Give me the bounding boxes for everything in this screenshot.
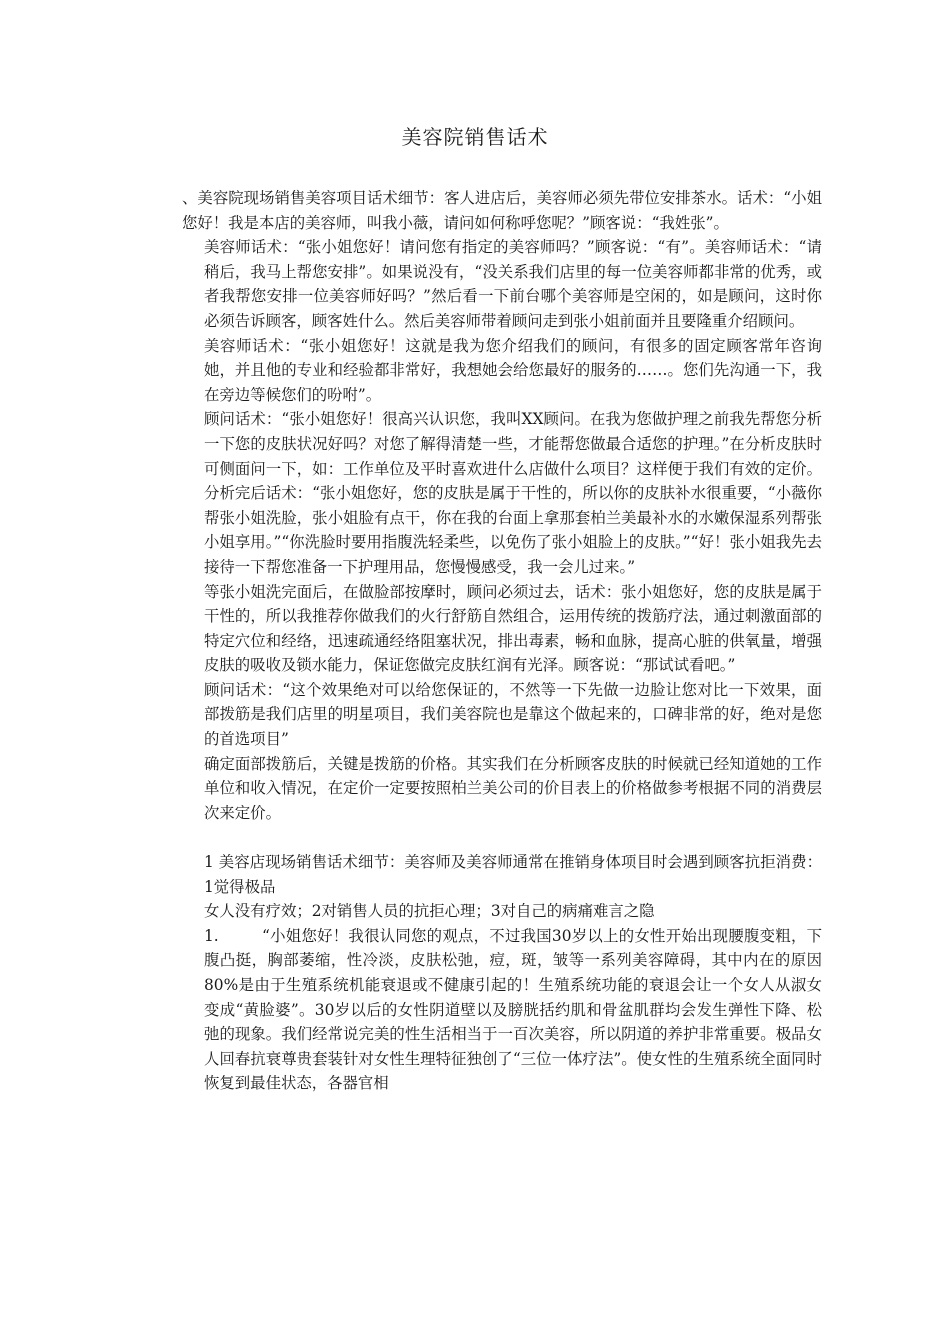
paragraph-section-two: 1 美容店现场销售话术细节：美容师及美容师通常在推销身体项目时会遇到顾客抗拒消费：1觉得极品 [204, 853, 822, 896]
paragraph: 等张小姐洗完面后，在做脸部按摩时，顾问必须过去，话术：张小姐您好，您的皮肤是属于干性的，所以我推荐你做我们的火行舒筋自然组合，运用传统的拨筋疗法，通过刺激面部的特定穴位和经络，迅速疏通经络阻塞状况，排出毒素，畅和血脉，提高心脏的供氧量，增强皮肤的吸收及锁水能力，保证您做完皮肤红润有光泽。顾客说：“那试试看吧。” [204, 582, 822, 675]
numbered-paragraph [204, 924, 822, 1096]
document-body [182, 186, 822, 1096]
list-number: 1. [204, 926, 219, 945]
paragraph: 顾问话术：“这个效果绝对可以给您保证的，不然等一下先做一边脸让您对比一下效果，面部拨筋是我们店里的明星项目，我们美容院也是靠这个做起来的，口碑非常的好，绝对是您的首选项目” [204, 680, 822, 749]
paragraph: 确定面部拨筋后，关键是拨筋的价格。其实我们在分析顾客皮肤的时候就已经知道她的工作单位和收入情况，在定价一定要按照柏兰美公司的价目表上的价格做参考根据不同的消费层次来定价。 [204, 754, 822, 822]
paragraph: 美容师话术：“张小姐您好！请问您有指定的美容师吗？”顾客说：“有”。美容师话术：“请稍后，我马上帮您安排”。如果说没有，“没关系我们店里的每一位美容师都非常的优秀，或者我帮您安排一位美容师好吗？”然后看一下前台哪个美容师是空闲的，如是顾问，这时你必须告诉顾客，顾客姓什么。然后美容师带着顾问走到张小姐前面并且要隆重介绍顾问。 [204, 238, 822, 330]
paragraph: 美容师话术：“张小姐您好！这就是我为您介绍我们的顾问，有很多的固定顾客常年咨询她，并且他的专业和经验都非常好，我想她会给您最好的服务的……。您们先沟通一下，我在旁边等候您们的吩咐”。 [204, 336, 822, 404]
paragraph: 女人没有疗效；2对销售人员的抗拒心理；3对自己的病痛难言之隐 [204, 902, 655, 921]
document-title: 美容院销售话术 [401, 125, 549, 149]
paragraph: 顾问话术：“张小姐您好！很高兴认识您，我叫XX顾问。在我为您做护理之前我先帮您分析一下您的皮肤状况好吗？对您了解得清楚一些，才能帮您做最合适您的护理。”在分析皮肤时可侧面问一下，如：工作单位及平时喜欢进什么店做什么项目？这样便于我们有效的定价。分析完后话术：“张小姐您好，您的皮肤是属于干性的，所以你的皮肤补水很重要，“小薇你帮张小姐洗脸，张小姐脸有点干，你在我的台面上拿那套柏兰美最补水的水嫩保湿系列帮张小姐享用。”“你洗脸时要用指腹洗轻柔些，以免伤了张小姐脸上的皮肤。”“好！张小姐我先去接待一下帮您准备一下护理用品，您慢慢感受，我一会儿过来。” [204, 410, 822, 576]
paragraph-intro: 、美容院现场销售美容项目话术细节：客人进店后，美容师必须先带位安排茶水。话术：“小姐您好！我是本店的美容师，叫我小薇，请问如何称呼您呢？”顾客说：“我姓张”。 [182, 189, 822, 232]
numbered-paragraph-text: “小姐您好！我很认同您的观点，不过我国30岁以上的女性开始出现腰腹变粗，下腹凸挺，胸部萎缩，性冷淡，皮肤松弛，痘，斑，皱等一系列美容障碍，其中内在的原因80%是由于生殖系统机能衰退或不健康引起的！生殖系统功能的衰退会让一个女人从淑女变成“黄脸婆”。30岁以后的女性阴道壁以及膀胱括约肌和骨盆肌群均会发生弹性下降、松弛的现象。我们经常说完美的性生活相当于一百次美容，所以阴道的养护非常重要。极品女人回春抗衰尊贵套装针对女性生理特征独创了“三位一体疗法”。使女性的生殖系统全面同时恢复到最佳状态，各器官相 [204, 926, 822, 1093]
